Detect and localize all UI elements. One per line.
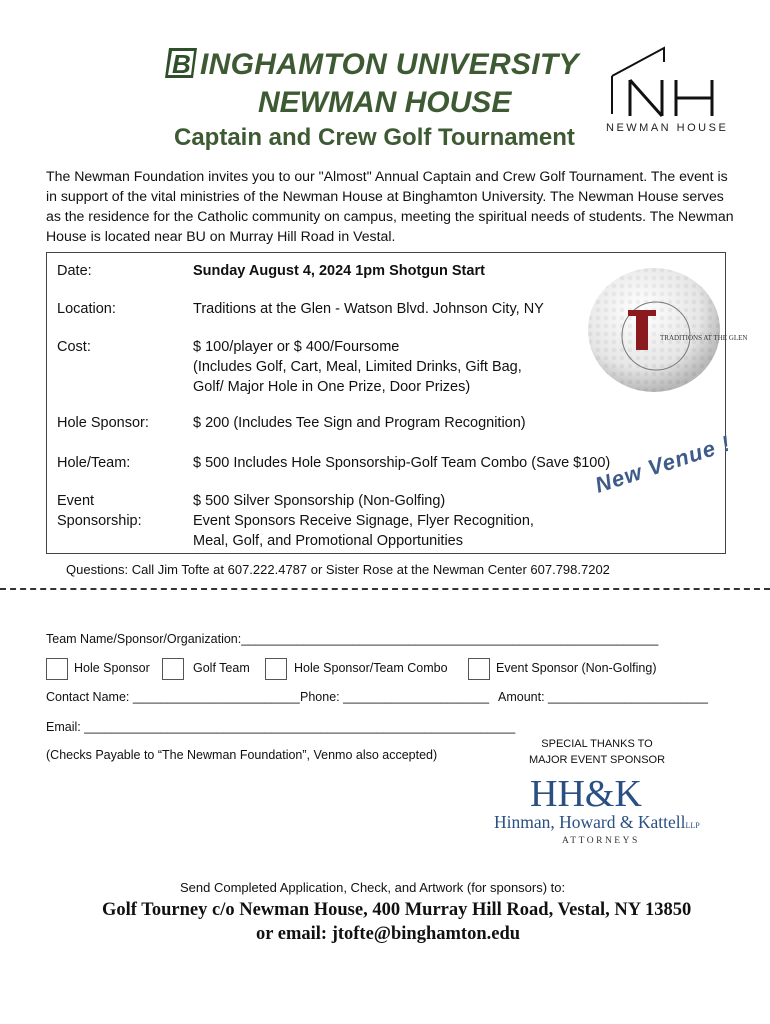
hhk-firm-name: Hinman, Howard & Kattell — [494, 812, 686, 832]
date-label: Date: — [57, 263, 92, 279]
label-hole-sponsor: Hole Sponsor — [74, 661, 150, 675]
title-newman-house: NEWMAN HOUSE — [258, 86, 512, 119]
cut-line-divider — [0, 588, 770, 590]
hole-sponsor-value: $ 200 (Includes Tee Sign and Program Recognition) — [193, 415, 526, 431]
newman-house-logo-caption: NEWMAN HOUSE — [606, 122, 729, 134]
hhk-logo-attorneys: ATTORNEYS — [562, 836, 640, 846]
hhk-llp: LLP — [685, 821, 700, 830]
mailing-address: Golf Tourney c/o Newman House, 400 Murray Hill Road, Vestal, NY 13850 — [102, 900, 692, 920]
checkbox-golf-team[interactable] — [162, 658, 184, 680]
label-combo: Hole Sponsor/Team Combo — [294, 661, 448, 675]
event-line: $ 500 Silver Sponsorship (Non-Golfing) — [193, 493, 446, 509]
checkbox-combo[interactable] — [265, 658, 287, 680]
hole-team-label: Hole/Team: — [57, 455, 131, 471]
email-field[interactable]: Email: ______________________________________________________________ — [46, 720, 516, 734]
cost-value — [193, 337, 613, 397]
traditions-logo-text: TRADITIONS AT THE GLEN — [660, 334, 748, 342]
hhk-logo-name — [494, 812, 700, 833]
send-instructions: Send Completed Application, Check, and Artwork (for sponsors) to: — [180, 880, 566, 895]
hole-team-value: $ 500 Includes Hole Sponsorship-Golf Team Combo (Save $100) — [193, 455, 611, 471]
hhk-logo-mark: HH&K — [530, 773, 642, 815]
checks-payable-note: (Checks Payable to “The Newman Foundation”, Venmo also accepted) — [46, 748, 438, 762]
thanks-line: SPECIAL THANKS TO — [541, 738, 653, 750]
cost-label: Cost: — [57, 339, 91, 355]
hole-sponsor-label: Hole Sponsor: — [57, 415, 149, 431]
label-golf-team: Golf Team — [193, 661, 250, 675]
intro-paragraph: The Newman Foundation invites you to our "Almost" Annual Captain and Crew Golf Tournament. The event is in support of the vital ministries of the Newman House at Binghamton University. The Newman House serves as the residence for the Catholic community on campus, meeting the spiritual needs of students. The Newman House is located near BU on Murray Hill Road in Vestal. — [46, 168, 734, 244]
label-event-sponsor: Event Sponsor (Non-Golfing) — [496, 661, 657, 675]
cost-line: Golf/ Major Hole in One Prize, Door Prizes) — [193, 379, 471, 395]
title-university: INGHAMTON UNIVERSITY — [200, 48, 579, 81]
checkbox-hole-sponsor[interactable] — [46, 658, 68, 680]
event-sponsorship-value — [193, 491, 613, 551]
event-line: Meal, Golf, and Promotional Opportunities — [193, 533, 463, 549]
email-address: or email: jtofte@binghamton.edu — [256, 924, 521, 944]
special-thanks — [522, 736, 672, 768]
contact-name-field[interactable]: Contact Name: ________________________ — [46, 690, 300, 704]
svg-text:B: B — [172, 49, 191, 79]
cost-line: $ 100/player or $ 400/Foursome — [193, 339, 400, 355]
amount-field[interactable]: Amount: _______________________ — [498, 690, 708, 704]
questions-contact: Questions: Call Jim Tofte at 607.222.4787 or Sister Rose at the Newman Center 607.798.7202 — [66, 562, 610, 577]
binghamton-b-logo — [163, 46, 201, 80]
location-value: Traditions at the Glen - Watson Blvd. Johnson City, NY — [193, 301, 544, 317]
date-value: Sunday August 4, 2024 1pm Shotgun Start — [193, 263, 485, 279]
traditions-golf-ball-image — [586, 266, 748, 396]
team-name-field[interactable]: Team Name/Sponsor/Organization:____________________________________________________________ — [46, 632, 659, 646]
event-sponsorship-label — [57, 491, 187, 531]
location-label: Location: — [57, 301, 116, 317]
cost-line: (Includes Golf, Cart, Meal, Limited Drinks, Gift Bag, — [193, 359, 522, 375]
page-title: Captain and Crew Golf Tournament — [174, 124, 575, 151]
checkbox-event-sponsor[interactable] — [468, 658, 490, 680]
phone-field[interactable]: Phone: _____________________ — [300, 690, 490, 704]
event-label-line: Sponsorship: — [57, 513, 142, 529]
thanks-line: MAJOR EVENT SPONSOR — [528, 754, 666, 766]
event-label-line: Event — [57, 493, 95, 509]
new-venue-badge: New Venue ! — [592, 430, 734, 498]
event-line: Event Sponsors Receive Signage, Flyer Recognition, — [193, 513, 534, 529]
